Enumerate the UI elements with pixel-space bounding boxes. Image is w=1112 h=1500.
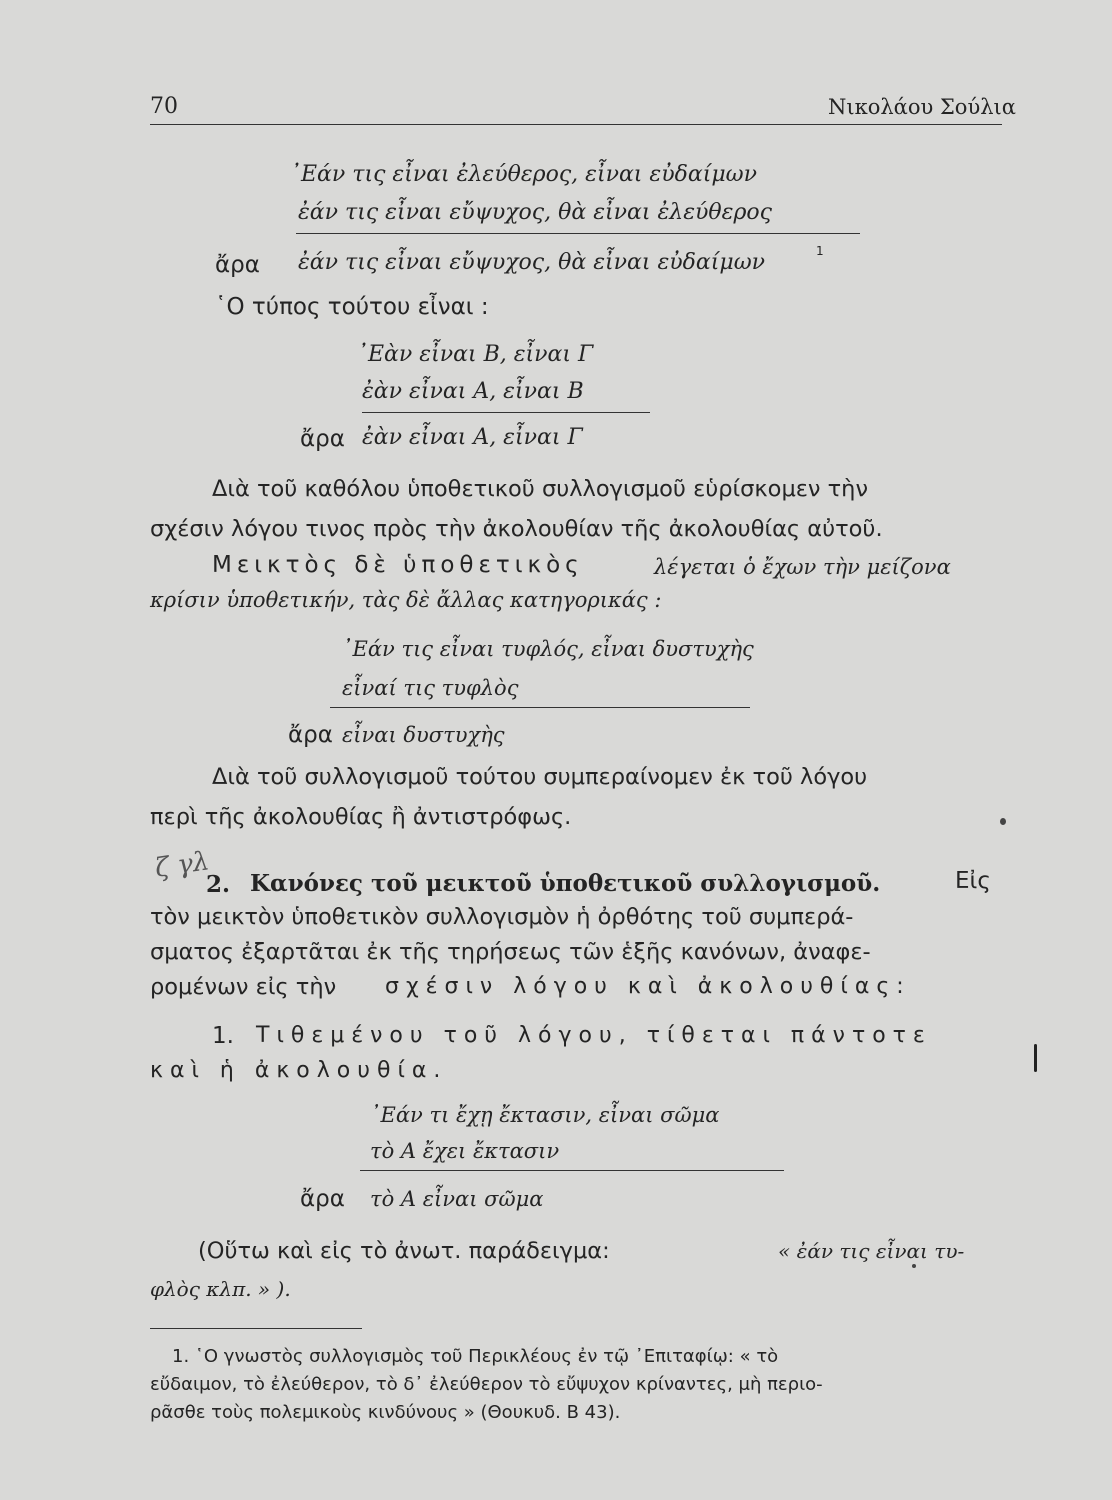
example2-conclusion: ἐὰν εἶναι Α, εἶναι Γ (362, 425, 583, 450)
example2-premise1: ᾿Εὰν εἶναι Β, εἶναι Γ (357, 342, 594, 367)
section2-number: 2. (206, 871, 231, 898)
example2-rule (362, 412, 650, 413)
paragraph1-line3-italic: λέγεται ὁ ἔχων τὴν μείζονα (654, 555, 951, 579)
example1-ara: ἄρα (215, 252, 260, 278)
margin-pencil-mark (1034, 1044, 1037, 1072)
paragraph1-line1: Διὰ τοῦ καθόλου ὑποθετικοῦ συλλογισμοῦ εὑρίσκομεν τὴν (212, 476, 869, 502)
example4-premise1: ᾿Εάν τι ἔχῃ ἔκτασιν, εἶναι σῶμα (370, 1103, 720, 1127)
example1-rule (296, 233, 860, 234)
footnote-marker: 1 (816, 244, 824, 258)
example3-premise2: εἶναί τις τυφλὸς (342, 676, 519, 700)
running-title: Νικολάου Σούλια (828, 95, 1016, 119)
example2-ara: ἄρα (300, 426, 345, 452)
example3-premise1: ᾿Εάν τις εἶναι τυφλός, εἶναι δυστυχὴς (342, 637, 754, 661)
example1-premise2: ἐάν τις εἶναι εὔψυχος, θὰ εἶναι ἐλεύθερος (298, 200, 772, 225)
example4-ara: ἄρα (300, 1186, 345, 1212)
page-number: 70 (150, 94, 178, 119)
footnote-line3: ρᾶσθε τοὺς πολεμικοὺς κινδύνους » (Θουκυδ. Β 43). (150, 1402, 621, 1423)
note-line1-plain: (Οὕτω καὶ εἰς τὸ ἀνωτ. παράδειγμα: (198, 1238, 610, 1264)
footnote-rule (150, 1328, 362, 1329)
handwritten-margin-note: ζ γλ (153, 846, 212, 884)
paragraph1-line3-spaced: Μεικτὸς δὲ ὑποθετικὸς (212, 552, 584, 578)
section2-line4-plain: ρομένων εἰς τὴν (150, 974, 337, 1000)
example4-premise2: τὸ Α ἔχει ἔκτασιν (370, 1139, 560, 1163)
section2-line4-spaced: σχέσιν λόγου καὶ ἀκολουθίας: (385, 974, 911, 999)
example2-premise2: ἐὰν εἶναι Α, εἶναι Β (362, 379, 584, 404)
rule1-number: 1. (212, 1023, 234, 1049)
paragraph1-line4: κρίσιν ὑποθετικήν, τὰς δὲ ἄλλας κατηγορικάς : (150, 588, 662, 612)
note-line1-italic: « ἐάν τις εἶναι τυ- (778, 1239, 965, 1263)
rule1-text-line1: Τιθεμένου τοῦ λόγου, τίθεται πάντοτε (256, 1023, 932, 1048)
example4-conclusion: τὸ Α εἶναι σῶμα (370, 1187, 544, 1211)
section2-line2: τὸν μεικτὸν ὑποθετικὸν συλλογισμὸν ἡ ὀρθότης τοῦ συμπερά- (150, 904, 854, 930)
paragraph2-line2: περὶ τῆς ἀκολουθίας ἢ ἀντιστρόφως. (150, 804, 572, 830)
example3-conclusion: εἶναι δυστυχὴς (342, 723, 505, 747)
section2-line1-rest: Εἰς (955, 868, 991, 894)
paragraph2-line1: Διὰ τοῦ συλλογισμοῦ τούτου συμπεραίνομεν ἐκ τοῦ λόγου (212, 764, 868, 790)
example3-ara: ἄρα (288, 722, 333, 748)
rule1-text-line2: καὶ ἡ ἀκολουθία. (150, 1058, 448, 1083)
example1-conclusion: ἐάν τις εἶναι εὔψυχος, θὰ εἶναι εὐδαίμων (298, 250, 766, 275)
example1-premise1: ᾿Εάν τις εἶναι ἐλεύθερος, εἶναι εὐδαίμων (290, 162, 757, 187)
ink-speck (1000, 818, 1006, 825)
type-intro: ῾Ο τύπος τούτου εἶναι : (215, 294, 489, 320)
paragraph1-line2: σχέσιν λόγου τινος πρὸς τὴν ἀκολουθίαν τῆς ἀκολουθίας αὐτοῦ. (150, 516, 883, 542)
example4-rule (360, 1170, 784, 1171)
footnote-line2: εὔδαιμον, τὸ ἐλεύθερον, τὸ δ᾿ ἐλεύθερον τὸ εὔψυχον κρίναντες, μὴ περιο- (150, 1374, 823, 1395)
footnote-line1: 1. ῾Ο γνωστὸς συλλογισμὸς τοῦ Περικλέους ἐν τῷ ᾿Επιταφίῳ: « τὸ (172, 1346, 779, 1367)
note-line2-italic: φλὸς κλπ. » ). (150, 1277, 291, 1301)
header-rule (150, 124, 1002, 125)
section2-title: Κανόνες τοῦ μεικτοῦ ὑποθετικοῦ συλλογισμοῦ. (250, 870, 881, 897)
example3-rule (330, 707, 750, 708)
ink-speck (912, 1264, 916, 1268)
section2-line3: σματος ἐξαρτᾶται ἐκ τῆς τηρήσεως τῶν ἑξῆς κανόνων, ἀναφε- (150, 939, 871, 965)
